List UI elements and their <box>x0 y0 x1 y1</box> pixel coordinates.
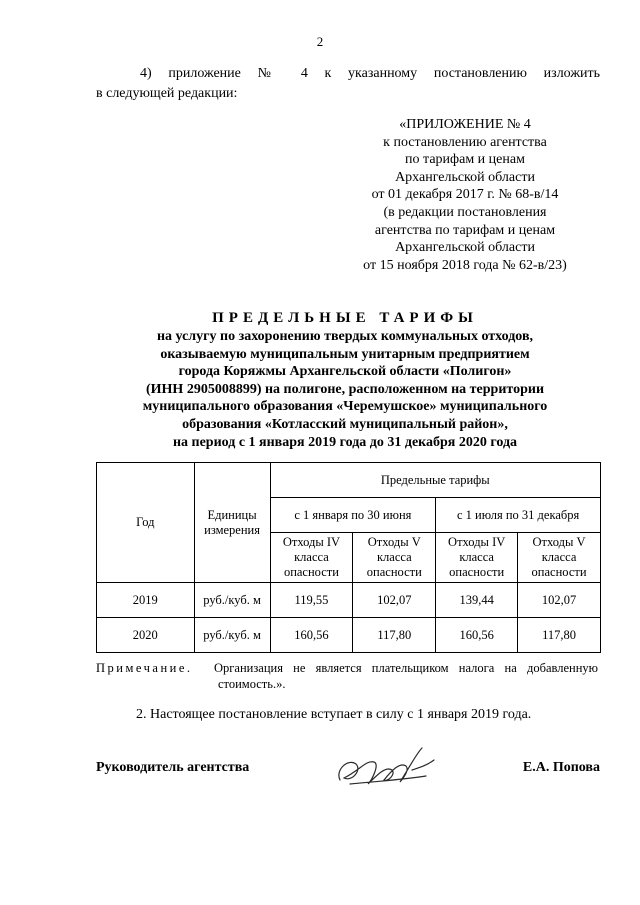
cell-value: 139,44 <box>436 583 518 618</box>
appendix-line: к постановлению агентства <box>383 134 547 150</box>
table-row <box>97 583 601 618</box>
header-year: Год <box>97 463 195 583</box>
paragraph-4-line1: 4) приложение № 4 к указанному постановлению изложить <box>140 66 600 81</box>
cell-unit: руб./куб. м <box>194 618 270 653</box>
heading-line: на услугу по захоронению твердых коммунальных отходов, <box>156 329 534 344</box>
appendix-line: Архангельской области <box>395 240 535 256</box>
paragraph-2: 2. Настоящее постановление вступает в силу с 1 января 2019 года. <box>136 707 532 722</box>
cell-unit: руб./куб. м <box>194 583 270 618</box>
appendix-line: «ПРИЛОЖЕНИЕ № 4 <box>399 117 531 132</box>
appendix-line: от 15 ноября 2018 года № 62-в/23) <box>363 257 567 273</box>
note-text-line2: стоимость.». <box>218 677 286 691</box>
document-heading <box>90 308 600 451</box>
cell-value: 160,56 <box>270 618 353 653</box>
note <box>96 660 600 692</box>
signer-position: Руководитель агентства <box>96 760 250 775</box>
appendix-line: агентства по тарифам и ценам <box>374 222 556 238</box>
signer-name: Е.А. Попова <box>522 760 600 775</box>
paragraph-4-line2: в следующей редакции: <box>96 86 238 101</box>
cell-value: 117,80 <box>353 618 436 653</box>
header-period-1: с 1 января по 30 июня <box>270 498 436 533</box>
appendix-header <box>340 116 590 274</box>
header-class-v: Отходы V класса опасности <box>518 533 601 583</box>
appendix-line: по тарифам и ценам <box>405 152 525 168</box>
page-number: 2 <box>316 34 324 49</box>
cell-value: 102,07 <box>353 583 436 618</box>
cell-value: 119,55 <box>270 583 353 618</box>
paragraph-4 <box>96 64 600 104</box>
header-class-iv: Отходы IV класса опасности <box>270 533 353 583</box>
header-class-v: Отходы V класса опасности <box>353 533 436 583</box>
appendix-line: от 01 декабря 2017 г. № 68-в/14 <box>371 187 559 203</box>
tariffs-table <box>96 462 601 653</box>
heading-title: ПРЕДЕЛЬНЫЕ ТАРИФЫ <box>212 310 478 326</box>
appendix-line: (в редакции постановления <box>383 204 547 220</box>
heading-line: на период с 1 января 2019 года до 31 декабря 2020 года <box>172 434 518 450</box>
cell-value: 160,56 <box>436 618 518 653</box>
cell-value: 117,80 <box>518 618 601 653</box>
header-class-iv: Отходы IV класса опасности <box>436 533 518 583</box>
header-units: Единицы измерения <box>194 463 270 583</box>
heading-line: оказываемую муниципальным унитарным предприятием <box>160 346 530 362</box>
signature-image <box>330 740 440 800</box>
heading-line: города Коряжмы Архангельской области «Полигон» <box>178 364 512 380</box>
note-text-line1: Организация не является плательщиком налога на добавленную <box>214 661 598 675</box>
heading-line: образования «Котласский муниципальный район», <box>182 416 508 432</box>
note-label: Примечание. <box>96 661 193 675</box>
header-period-2: с 1 июля по 31 декабря <box>436 498 601 533</box>
heading-line: (ИНН 2905008899) на полигоне, расположенном на территории <box>145 381 545 397</box>
cell-year: 2019 <box>97 583 195 618</box>
appendix-line: Архангельской области <box>395 169 535 185</box>
table-row <box>97 618 601 653</box>
heading-line: муниципального образования «Черемушское» муниципального <box>142 399 548 415</box>
header-tariffs: Предельные тарифы <box>270 463 600 498</box>
cell-value: 102,07 <box>518 583 601 618</box>
cell-year: 2020 <box>97 618 195 653</box>
